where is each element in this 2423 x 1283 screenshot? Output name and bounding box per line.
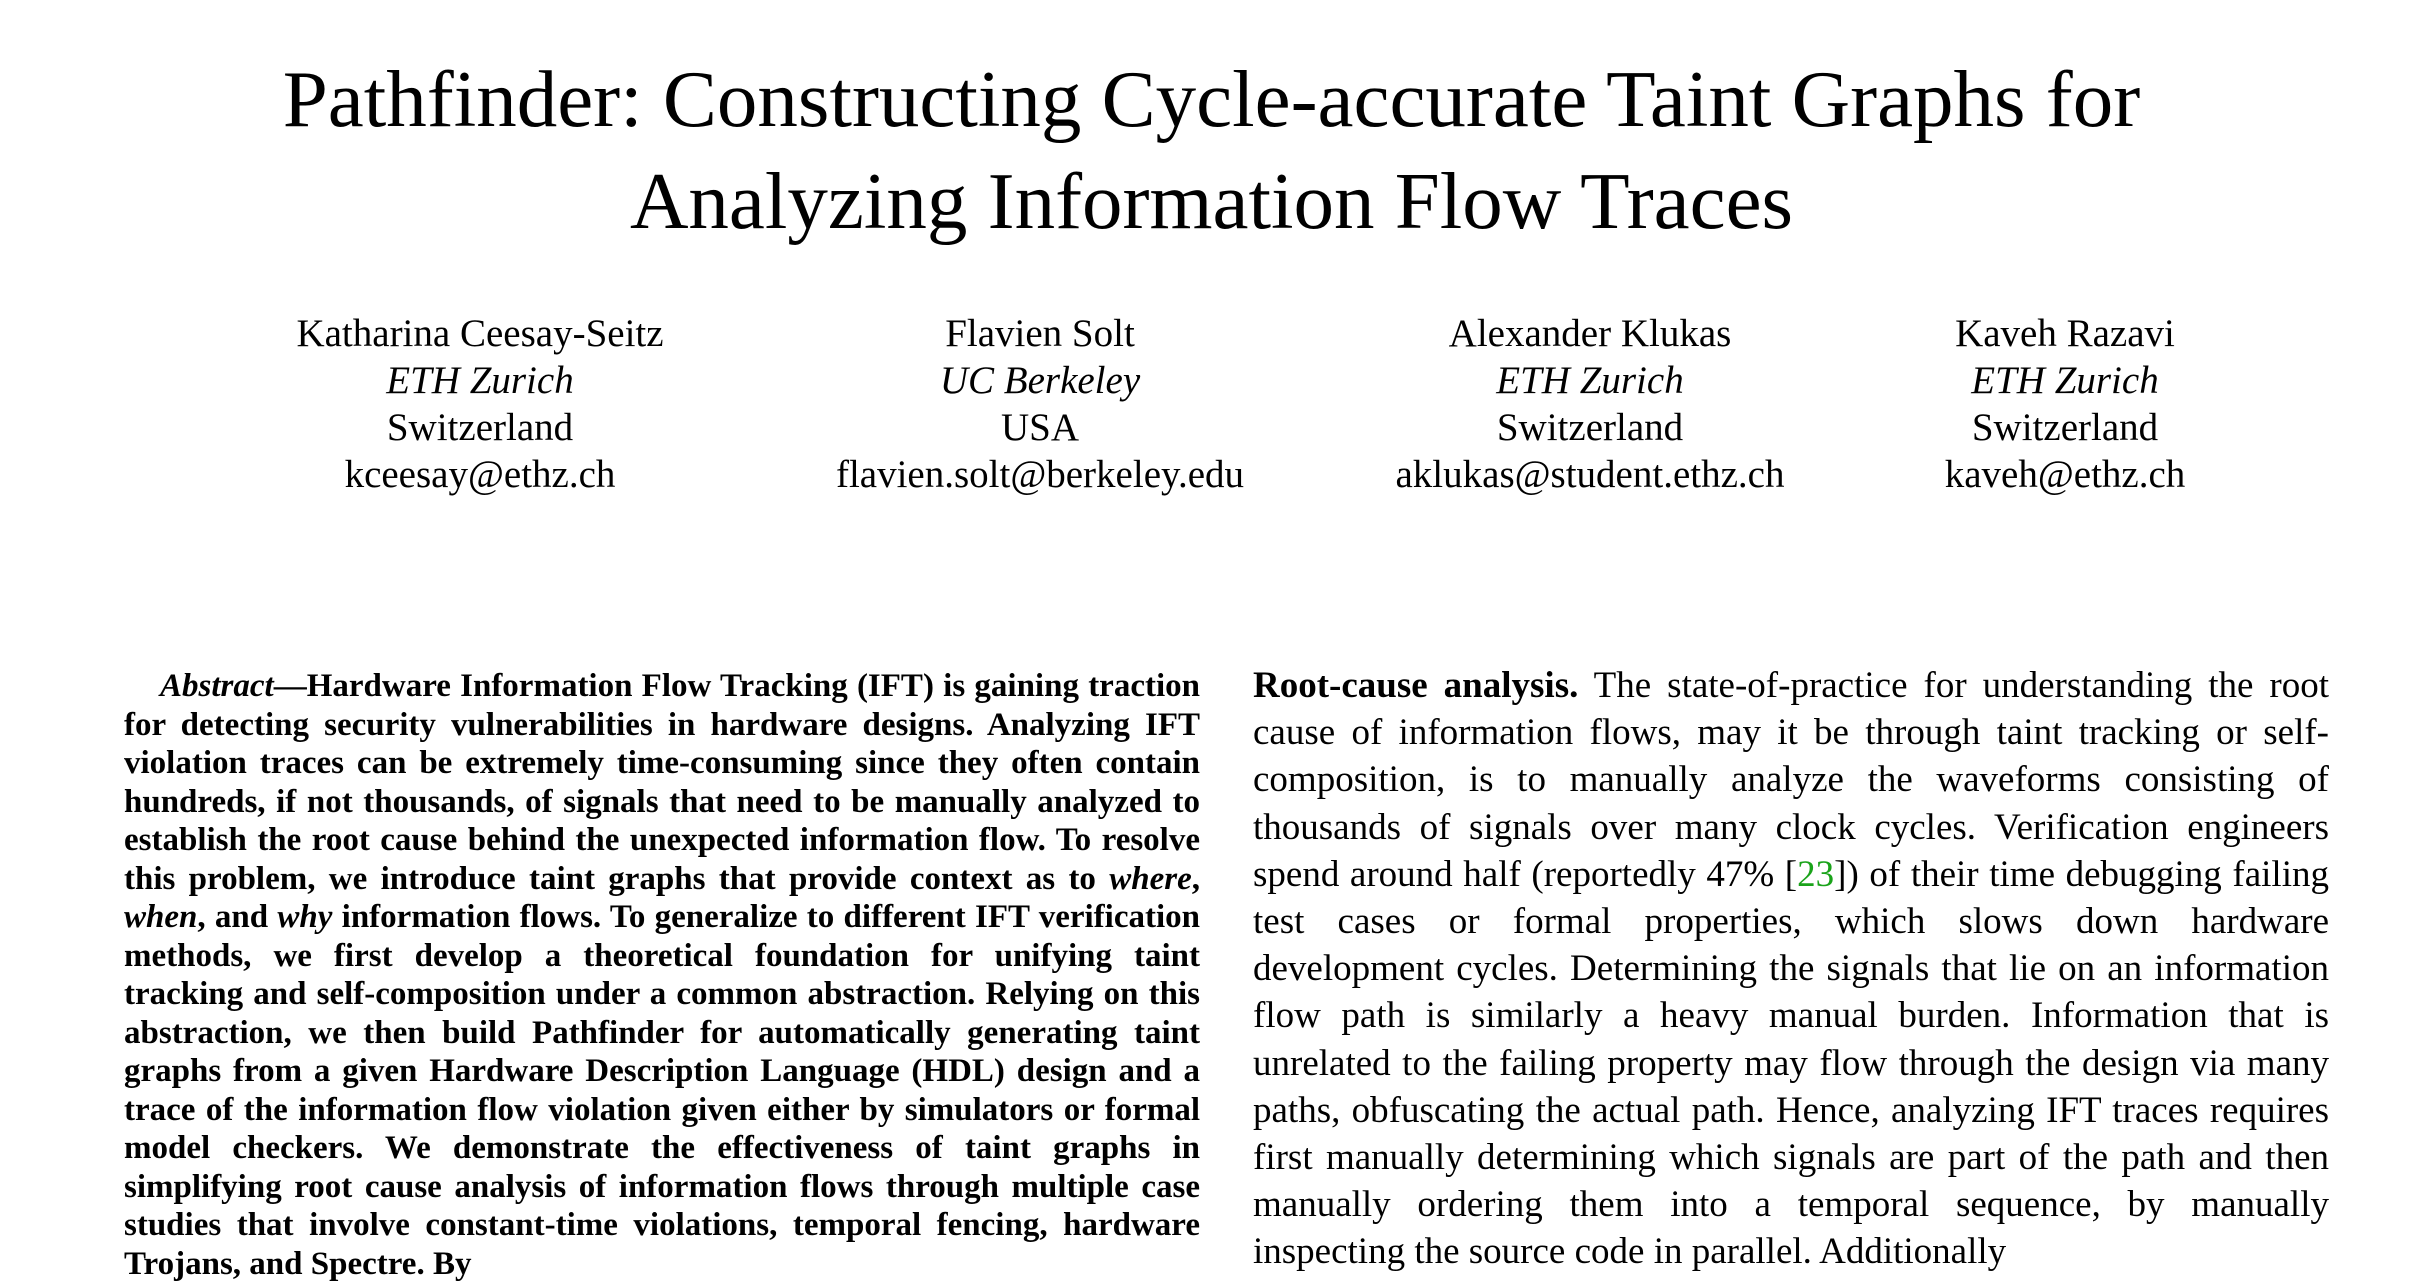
abstract-emphasis-why: why xyxy=(277,899,333,935)
author-affiliation: ETH Zurich xyxy=(1496,359,1684,402)
author-affiliation: ETH Zurich xyxy=(1971,359,2159,402)
author-country: USA xyxy=(1000,406,1080,449)
author-country: Switzerland xyxy=(1496,406,1684,449)
author-name: Alexander Klukas xyxy=(1448,312,1732,355)
abstract-label: Abstract xyxy=(160,668,274,704)
author-email[interactable]: aklukas@student.ethz.ch xyxy=(1395,453,1785,496)
paper-title-line-2: Analyzing Information Flow Traces xyxy=(629,156,1794,246)
abstract-sep-1: , xyxy=(1191,860,1200,897)
author-email[interactable]: flavien.solt@berkeley.edu xyxy=(835,453,1245,496)
author-affiliation: ETH Zurich xyxy=(386,359,574,402)
author-affiliation: UC Berkeley xyxy=(939,359,1141,402)
author-block-ceesay-seitz xyxy=(260,310,700,498)
abstract-emphasis-when: when xyxy=(124,899,198,935)
root-cause-text-1: The state-of-practice for understanding the root cause of information flows, may it be through taint tracking or self-composition, is to manually analyze the waveforms consisting of thousands of signals over many clock cycles. Verification engineers spend around half (reportedly 47% [ xyxy=(1253,665,2330,895)
author-name: Kaveh Razavi xyxy=(1955,312,2175,355)
root-cause-text-2: ]) of their time debugging failing test cases or formal properties, which slows down hardware development cycles. Determining the signals that lie on an information flow path is similarly a heavy manual burden. Information that is unrelated to the failing property may flow through the design via many paths, obfuscating the actual path. Hence, analyzing IFT traces requires first manually determining which signals are part of the path and then manually ordering them into a temporal sequence, by manually inspecting the source code in parallel. Additionally xyxy=(1253,853,2329,1273)
root-cause-heading: Root-cause analysis. xyxy=(1253,665,1579,706)
abstract-emphasis-where: where xyxy=(1109,860,1192,897)
citation-link[interactable]: 23 xyxy=(1797,853,1835,895)
author-email[interactable]: kceesay@ethz.ch xyxy=(344,453,616,496)
abstract-dash: — xyxy=(273,668,307,704)
author-country: Switzerland xyxy=(1971,406,2159,449)
author-country: Switzerland xyxy=(386,406,574,449)
author-block-razavi xyxy=(1880,310,2250,498)
author-block-solt xyxy=(820,310,1260,498)
root-cause-paragraph xyxy=(1253,662,2329,1276)
paper-title xyxy=(0,48,2423,252)
author-name: Flavien Solt xyxy=(945,312,1135,355)
paper-title-line-1: Pathfinder: Constructing Cycle-accurate Taint Graphs for xyxy=(282,54,2141,144)
author-email[interactable]: kaveh@ethz.ch xyxy=(1944,453,2186,496)
abstract-paragraph xyxy=(124,667,1200,1283)
abstract-text-1: Hardware Information Flow Tracking (IFT) is gaining traction for detecting security vulnerabilities in hardware designs. Analyzing IFT violation traces can be extremely time-consuming since they often contain hundreds, if not thousands, of signals that need to be manually analyzed to establish the root cause behind the unexpected information flow. To resolve this problem, we introduce taint graphs that provide context as to xyxy=(124,668,1200,897)
author-name: Katharina Ceesay-Seitz xyxy=(296,312,664,355)
abstract-sep-2: , and xyxy=(197,899,278,935)
author-block-klukas xyxy=(1370,310,1810,498)
abstract-text-2: information flows. To generalize to different IFT verification methods, we first develop a theoretical foundation for unifying taint tracking and self-composition under a common abstraction. Relying on this abstraction, we then build Pathfinder for automatically generating taint graphs from a given Hardware Description Language (HDL) design and a trace of the information flow violation given either by simulators or formal model checkers. We demonstrate the effectiveness of taint graphs in simplifying root cause analysis of information flows through multiple case studies that involve constant-time violations, temporal fencing, hardware Trojans, and Spectre. By xyxy=(124,899,1200,1282)
